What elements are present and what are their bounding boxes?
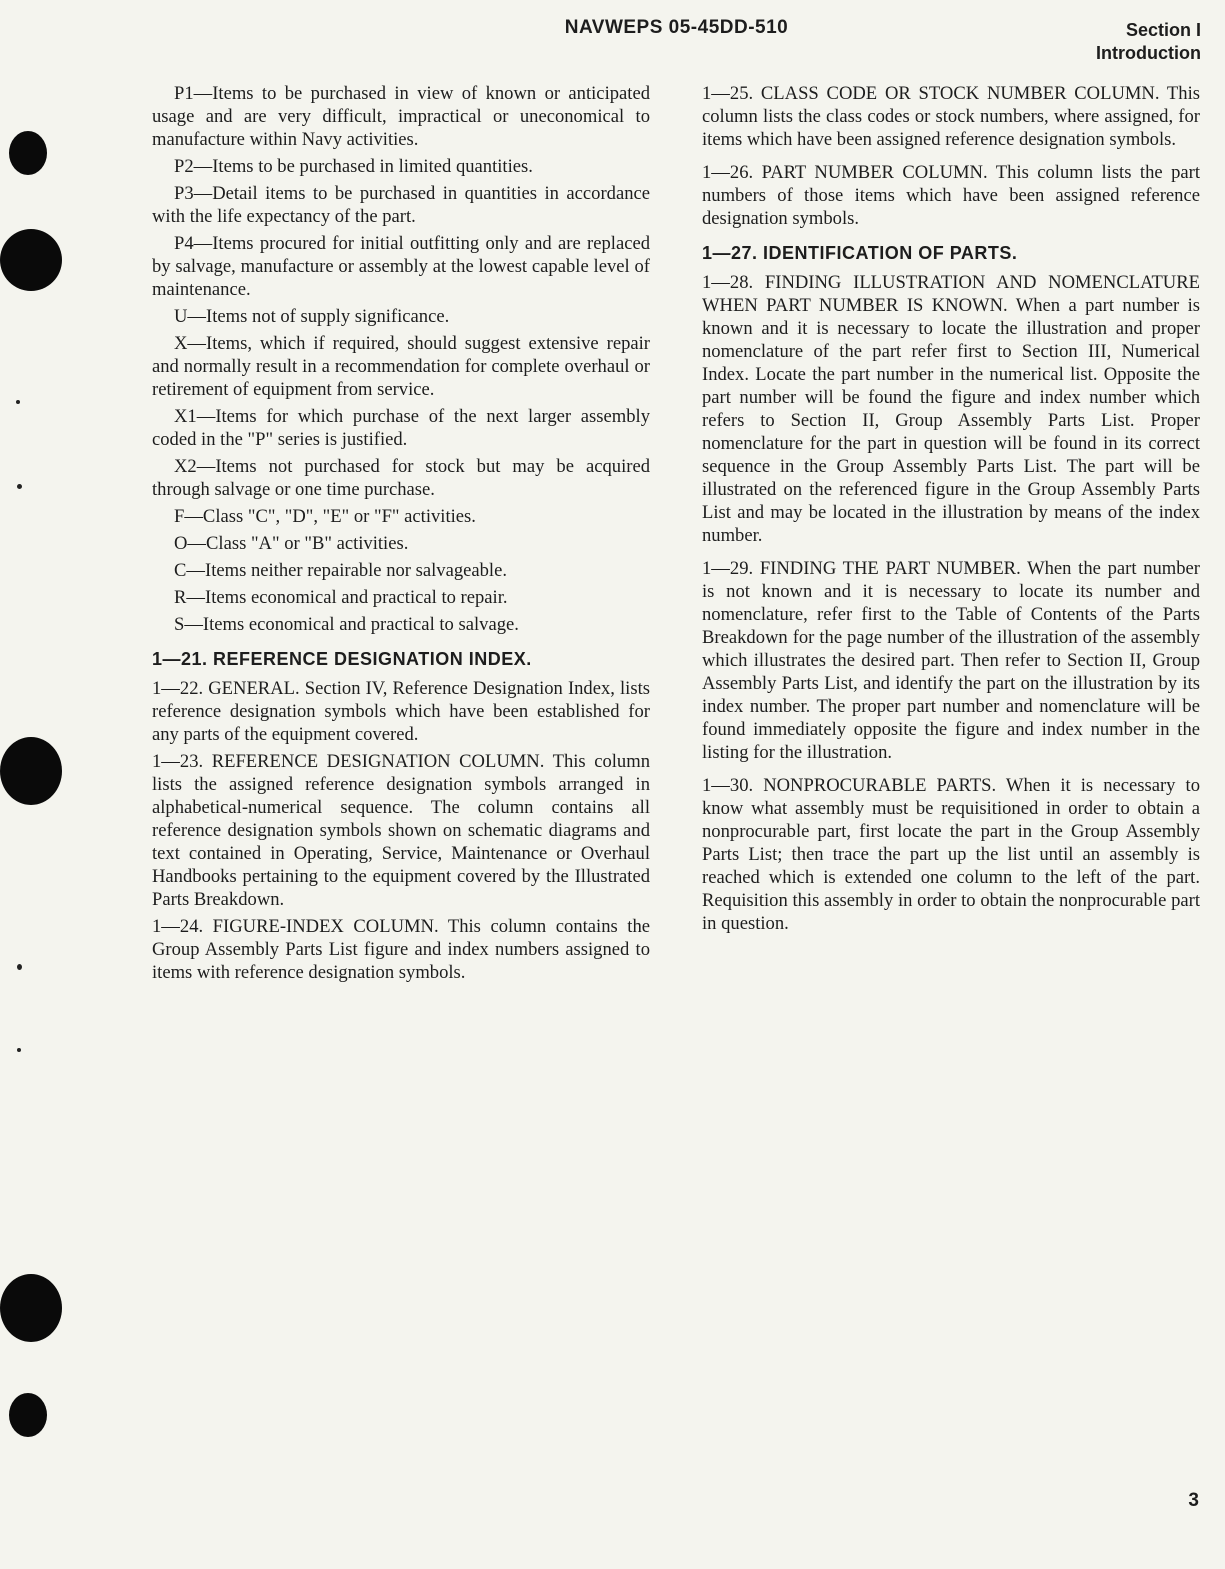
document-number: NAVWEPS 05-45DD-510: [564, 17, 789, 38]
code-definition: P4—Items procured for initial outfitting only and are replaced by salvage, manufacture or assembly at the lowest capable level of maintenance.: [152, 233, 650, 300]
section-header: [1096, 19, 1201, 65]
code-definition: U—Items not of supply significance.: [174, 306, 450, 327]
binder-hole: [0, 229, 62, 291]
page-number: 3: [1188, 1490, 1199, 1511]
paragraph-1-30: 1—30. NONPROCURABLE PARTS. When it is necessary to know what assembly must be requisitioned in order to obtain a nonprocurable part, first locate the part in the Group Assembly Parts List; then trace the part up the list until an assembly is reached which is extended one column to the left of the part. Requisition this assembly in order to obtain the nonprocurable part in question.: [702, 775, 1200, 934]
speck: [17, 484, 22, 489]
code-definition: X1—Items for which purchase of the next larger assembly coded in the "P" series is justified.: [152, 406, 650, 450]
section-heading-identification-of-parts: 1—27. IDENTIFICATION OF PARTS.: [702, 243, 1018, 263]
paragraph-1-26: 1—26. PART NUMBER COLUMN. This column lists the part numbers of those items which have been assigned reference designation symbols.: [702, 162, 1200, 229]
speck: [17, 1048, 21, 1052]
code-definition: F—Class "C", "D", "E" or "F" activities.: [174, 506, 476, 527]
speck: [16, 400, 20, 404]
paragraph-1-28: 1—28. FINDING ILLUSTRATION AND NOMENCLATURE WHEN PART NUMBER IS KNOWN. When a part number is known and it is necessary to locate the illustration and proper nomenclature of the part refer first to Section III, Numerical Index. Locate the part number in the numerical list. Opposite the part number will be found the figure and index number which refers to Section II, Group Assembly Parts List. Proper nomenclature for the part in question will be found in its correct sequence in the Group Assembly Parts List. The part will be illustrated on the referenced figure in the Group Assembly Parts List and may be located in the illustration by means of the index number.: [702, 272, 1200, 546]
section-title: Introduction: [1096, 43, 1201, 63]
code-definition: P2—Items to be purchased in limited quantities.: [174, 156, 533, 177]
binder-hole: [0, 737, 62, 805]
right-column: [702, 82, 1200, 945]
paragraph-1-23: 1—23. REFERENCE DESIGNATION COLUMN. This column lists the assigned reference designation symbols arranged in alphabetical-numerical sequence. The column contains all reference designation symbols shown on schematic diagrams and text contained in Operating, Service, Maintenance or Overhaul Handbooks pertaining to the equipment covered by the Illustrated Parts Breakdown.: [152, 751, 650, 910]
binder-hole: [9, 131, 47, 175]
code-definition: X—Items, which if required, should suggest extensive repair and normally result in a recommendation for complete overhaul or retirement of equipment from service.: [152, 333, 650, 400]
code-definition: O—Class "A" or "B" activities.: [174, 533, 409, 554]
section-heading-reference-designation-index: 1—21. REFERENCE DESIGNATION INDEX.: [152, 649, 532, 669]
code-definition: P1—Items to be purchased in view of known or anticipated usage and are very difficult, impractical or uneconomical to manufacture within Navy activities.: [152, 83, 650, 150]
binder-hole: [0, 1274, 62, 1342]
code-definition: C—Items neither repairable nor salvageable.: [174, 560, 507, 581]
code-definition: S—Items economical and practical to salvage.: [174, 614, 519, 635]
paragraph-1-22: 1—22. GENERAL. Section IV, Reference Designation Index, lists reference designation symbols which have been established for any parts of the equipment covered.: [152, 678, 650, 745]
paragraph-1-29: 1—29. FINDING THE PART NUMBER. When the part number is not known and it is necessary to locate its number and nomenclature, refer first to the Table of Contents of the Parts Breakdown for the page number of the illustration of the assembly which illustrates the desired part. Then refer to Section II, Group Assembly Parts List, and identify the part on the illustration by its index number. The proper part number and nomenclature will be found immediately opposite the figure and index number in the listing for the illustration.: [702, 558, 1200, 763]
code-definition: X2—Items not purchased for stock but may be acquired through salvage or one time purchase.: [152, 456, 650, 500]
code-definition: R—Items economical and practical to repair.: [174, 587, 508, 608]
code-definition: P3—Detail items to be purchased in quantities in accordance with the life expectancy of the part.: [152, 183, 650, 227]
section-label: Section I: [1125, 20, 1201, 40]
left-column: [152, 82, 650, 988]
paragraph-1-24: 1—24. FIGURE-INDEX COLUMN. This column contains the Group Assembly Parts List figure and index numbers assigned to items with reference designation symbols.: [152, 916, 650, 983]
paragraph-1-25: 1—25. CLASS CODE OR STOCK NUMBER COLUMN. This column lists the class codes or stock numbers, where assigned, for items which have been assigned reference designation symbols.: [702, 83, 1200, 150]
speck: [17, 964, 22, 970]
binder-hole: [9, 1393, 47, 1437]
